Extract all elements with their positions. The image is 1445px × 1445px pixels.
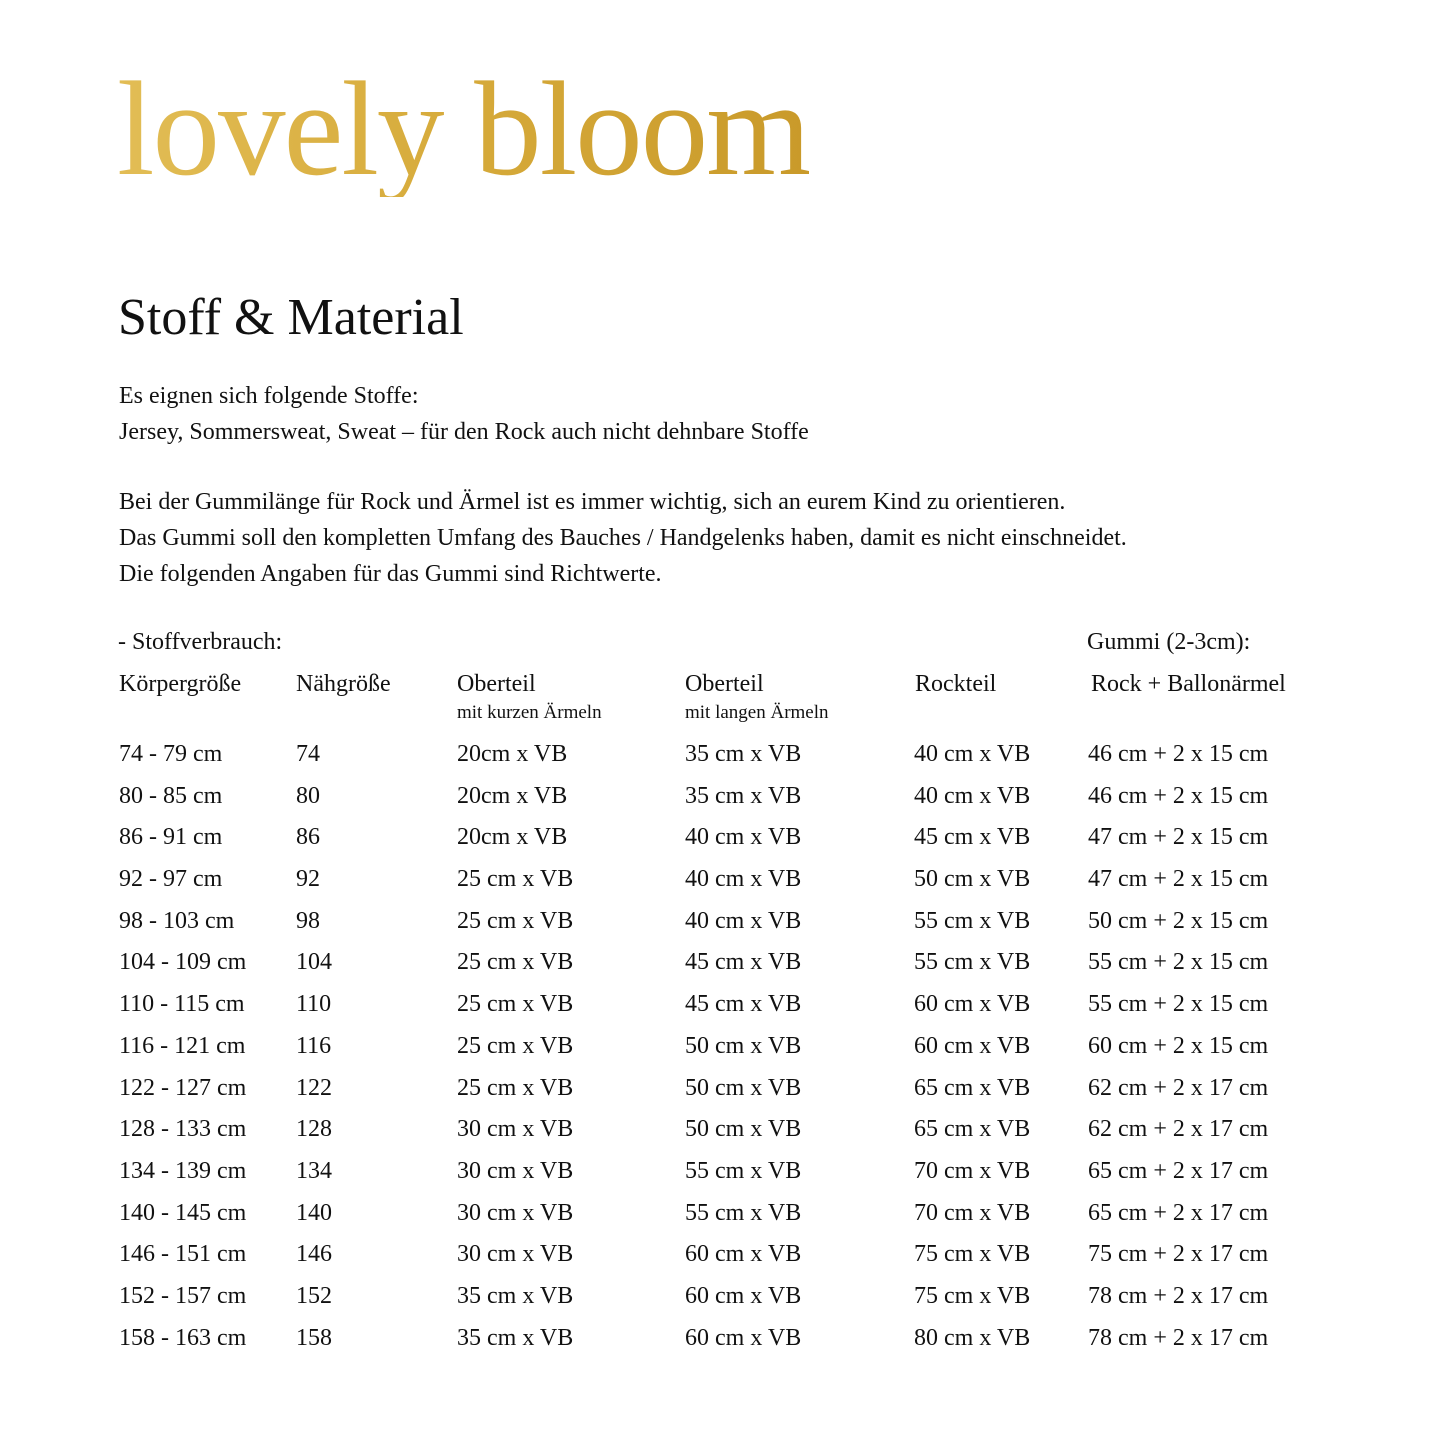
cell-top-long: 45 cm x VB [685, 991, 802, 1018]
brand-logo: lovely bloom [117, 55, 810, 204]
cell-elastic: 47 cm + 2 x 15 cm [1088, 824, 1269, 851]
cell-sew-size: 80 [296, 782, 320, 809]
cell-top-long: 35 cm x VB [685, 741, 802, 767]
table-row [0, 946, 1445, 988]
cell-top-short: 30 cm x VB [457, 1157, 574, 1184]
note-paragraph [119, 484, 1127, 592]
cell-sew-size: 134 [296, 1157, 332, 1184]
cell-top-long: 55 cm x VB [685, 1199, 802, 1226]
cell-sew-size: 146 [296, 1241, 332, 1268]
cell-sew-size: 122 [296, 1074, 332, 1101]
cell-body-size: 152 - 157 cm [119, 1282, 247, 1309]
cell-skirt: 75 cm x VB [914, 1282, 1031, 1309]
table-row [0, 1280, 1445, 1322]
cell-body-size: 158 - 163 cm [119, 1324, 247, 1351]
cell-sew-size: 116 [296, 1032, 332, 1059]
header-sew-size: Nähgröße [296, 671, 391, 697]
cell-top-short: 25 cm x VB [457, 949, 574, 976]
intro-line: Es eignen sich folgende Stoffe: [119, 383, 419, 409]
table-row [0, 738, 1445, 780]
intro-line: Jersey, Sommersweat, Sweat – für den Rock auch nicht dehnbare Stoffe [119, 419, 809, 445]
cell-top-short: 35 cm x VB [457, 1282, 574, 1309]
cell-skirt: 65 cm x VB [914, 1074, 1031, 1101]
cell-top-short: 25 cm x VB [457, 866, 574, 893]
header-elastic: Rock + Ballonärmel [1091, 671, 1286, 697]
cell-body-size: 92 - 97 cm [119, 866, 223, 893]
cell-top-short: 30 cm x VB [457, 1199, 574, 1226]
cell-sew-size: 98 [296, 907, 320, 934]
cell-body-size: 80 - 85 cm [119, 782, 223, 809]
cell-top-long: 40 cm x VB [685, 866, 802, 893]
cell-body-size: 140 - 145 cm [119, 1199, 247, 1226]
cell-top-short: 25 cm x VB [457, 1074, 574, 1101]
table-row [0, 905, 1445, 947]
intro-paragraph [119, 378, 809, 450]
cell-elastic: 78 cm + 2 x 17 cm [1088, 1282, 1269, 1309]
cell-skirt: 40 cm x VB [914, 782, 1031, 809]
table-row [0, 1113, 1445, 1155]
cell-skirt: 65 cm x VB [914, 1116, 1031, 1143]
header-top-short: Oberteil [457, 671, 536, 697]
cell-sew-size: 140 [296, 1199, 332, 1226]
cell-elastic: 60 cm + 2 x 15 cm [1088, 1032, 1269, 1059]
cell-body-size: 128 - 133 cm [119, 1116, 247, 1143]
cell-sew-size: 110 [296, 991, 332, 1018]
cell-body-size: 74 - 79 cm [119, 741, 223, 767]
cell-sew-size: 158 [296, 1324, 332, 1351]
cell-top-short: 30 cm x VB [457, 1116, 574, 1143]
cell-sew-size: 152 [296, 1282, 332, 1309]
cell-skirt: 55 cm x VB [914, 949, 1031, 976]
cell-elastic: 46 cm + 2 x 15 cm [1088, 782, 1269, 809]
cell-elastic: 65 cm + 2 x 17 cm [1088, 1157, 1269, 1184]
cell-top-long: 45 cm x VB [685, 949, 802, 976]
cell-body-size: 110 - 115 cm [119, 991, 245, 1018]
table-row [0, 780, 1445, 822]
cell-top-long: 50 cm x VB [685, 1074, 802, 1101]
note-line: Bei der Gummilänge für Rock und Ärmel ist es immer wichtig, sich an eurem Kind zu orientieren. [119, 489, 1066, 515]
cell-elastic: 47 cm + 2 x 15 cm [1088, 866, 1269, 893]
cell-top-short: 30 cm x VB [457, 1241, 574, 1268]
cell-skirt: 70 cm x VB [914, 1157, 1031, 1184]
table-body [0, 738, 1445, 1363]
cell-top-short: 25 cm x VB [457, 1032, 574, 1059]
cell-top-long: 50 cm x VB [685, 1116, 802, 1143]
cell-body-size: 98 - 103 cm [119, 907, 235, 934]
cell-body-size: 116 - 121 cm [119, 1032, 246, 1059]
cell-skirt: 45 cm x VB [914, 824, 1031, 851]
cell-top-long: 60 cm x VB [685, 1282, 802, 1309]
table-row [0, 863, 1445, 905]
cell-elastic: 50 cm + 2 x 15 cm [1088, 907, 1269, 934]
header-body-size: Körpergröße [119, 671, 242, 697]
cell-elastic: 46 cm + 2 x 15 cm [1088, 741, 1269, 767]
cell-body-size: 134 - 139 cm [119, 1157, 247, 1184]
cell-top-long: 40 cm x VB [685, 907, 802, 934]
cell-body-size: 86 - 91 cm [119, 824, 223, 851]
cell-elastic: 55 cm + 2 x 15 cm [1088, 991, 1269, 1018]
cell-skirt: 40 cm x VB [914, 741, 1031, 767]
cell-sew-size: 128 [296, 1116, 332, 1143]
cell-body-size: 104 - 109 cm [119, 949, 247, 976]
note-line: Das Gummi soll den kompletten Umfang des Bauches / Handgelenks haben, damit es nicht einschneidet. [119, 525, 1127, 551]
cell-top-long: 40 cm x VB [685, 824, 802, 851]
cell-top-long: 60 cm x VB [685, 1241, 802, 1268]
elastic-group-label: Gummi (2-3cm): [1087, 629, 1251, 655]
table-row [0, 821, 1445, 863]
cell-skirt: 70 cm x VB [914, 1199, 1031, 1226]
cell-skirt: 60 cm x VB [914, 1032, 1031, 1059]
cell-sew-size: 92 [296, 866, 320, 893]
cell-body-size: 122 - 127 cm [119, 1074, 247, 1101]
table-row [0, 1197, 1445, 1239]
cell-top-short: 25 cm x VB [457, 991, 574, 1018]
cell-body-size: 146 - 151 cm [119, 1241, 247, 1268]
cell-sew-size: 86 [296, 824, 320, 851]
table-row [0, 1322, 1445, 1364]
header-top-short-sub: mit kurzen Ärmeln [457, 702, 602, 723]
header-top-long-sub: mit langen Ärmeln [685, 702, 829, 723]
cell-top-short: 20cm x VB [457, 741, 568, 767]
cell-top-long: 55 cm x VB [685, 1157, 802, 1184]
cell-top-long: 35 cm x VB [685, 782, 802, 809]
cell-skirt: 50 cm x VB [914, 866, 1031, 893]
cell-elastic: 55 cm + 2 x 15 cm [1088, 949, 1269, 976]
cell-elastic: 65 cm + 2 x 17 cm [1088, 1199, 1269, 1226]
cell-top-long: 60 cm x VB [685, 1324, 802, 1351]
cell-top-short: 20cm x VB [457, 782, 568, 809]
section-title: Stoff & Material [118, 289, 464, 346]
cell-skirt: 55 cm x VB [914, 907, 1031, 934]
cell-skirt: 60 cm x VB [914, 991, 1031, 1018]
table-row [0, 1155, 1445, 1197]
cell-top-short: 20cm x VB [457, 824, 568, 851]
cell-elastic: 62 cm + 2 x 17 cm [1088, 1116, 1269, 1143]
table-row [0, 1072, 1445, 1114]
header-skirt: Rockteil [915, 671, 997, 697]
cell-elastic: 75 cm + 2 x 17 cm [1088, 1241, 1269, 1268]
cell-elastic: 62 cm + 2 x 17 cm [1088, 1074, 1269, 1101]
cell-elastic: 78 cm + 2 x 17 cm [1088, 1324, 1269, 1351]
cell-top-short: 25 cm x VB [457, 907, 574, 934]
cell-skirt: 80 cm x VB [914, 1324, 1031, 1351]
note-line: Die folgenden Angaben für das Gummi sind Richtwerte. [119, 561, 662, 587]
cell-skirt: 75 cm x VB [914, 1241, 1031, 1268]
fabric-usage-label: - Stoffverbrauch: [118, 629, 283, 655]
cell-sew-size: 74 [296, 741, 320, 767]
table-row [0, 1238, 1445, 1280]
table-row [0, 988, 1445, 1030]
header-top-long: Oberteil [685, 671, 764, 697]
table-row [0, 1030, 1445, 1072]
cell-top-long: 50 cm x VB [685, 1032, 802, 1059]
cell-sew-size: 104 [296, 949, 332, 976]
cell-top-short: 35 cm x VB [457, 1324, 574, 1351]
